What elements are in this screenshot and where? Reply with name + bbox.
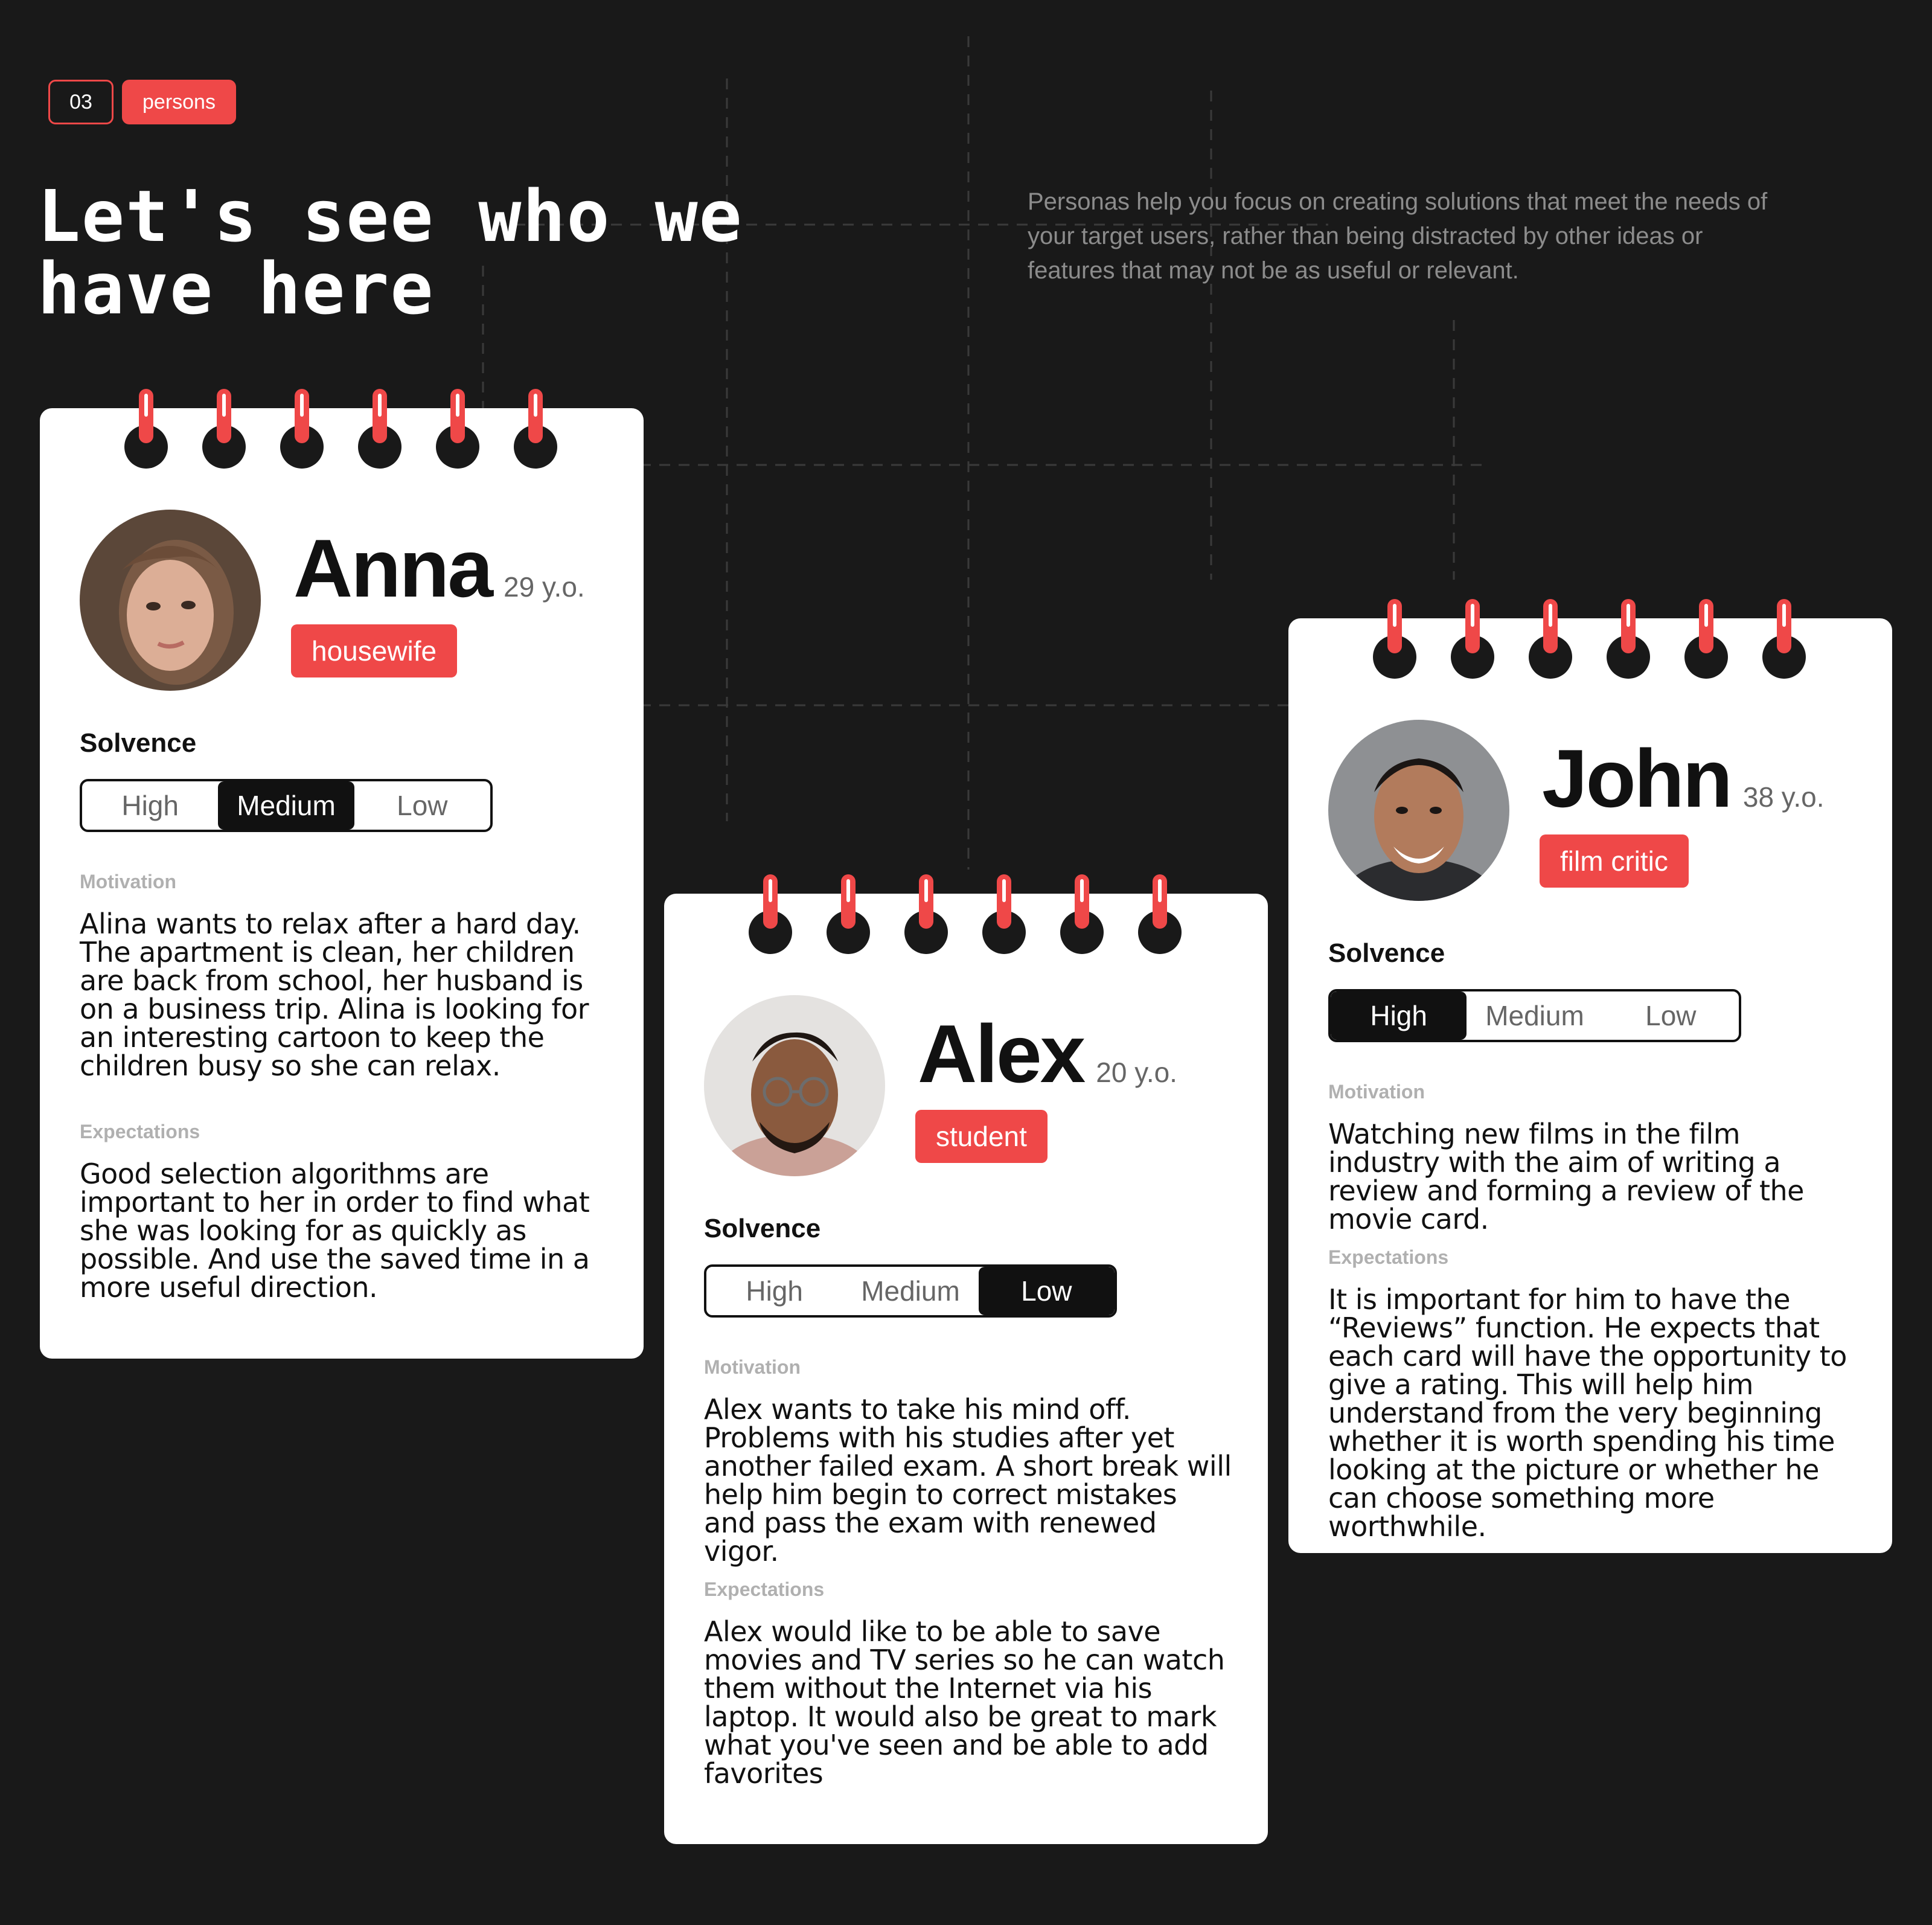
binding-ring-icon <box>1451 600 1494 679</box>
expectations-label: Expectations <box>80 1121 200 1142</box>
binding-ring-icon <box>1684 600 1728 679</box>
motivation-section <box>1328 1081 1860 1234</box>
solvence-option-low[interactable]: Low <box>1645 1000 1697 1031</box>
solvence-option-low[interactable]: Low <box>979 1267 1115 1315</box>
expectations-text: It is important for him to have the “Reviews” function. He expects that each card will have the opportunity to give a rating. This will help him understand from the very beginning whether it is worth spending his time looking at the picture or whether he can choose something more worthwhile. <box>1328 1283 1847 1543</box>
persona-name: Anna <box>293 522 491 614</box>
persona-age: 38 y.o. <box>1742 781 1825 813</box>
binding-ring-icon <box>358 390 401 469</box>
binding-ring-icon <box>1060 876 1104 954</box>
solvence-selector[interactable] <box>1328 989 1741 1042</box>
solvence-option-medium[interactable]: Medium <box>1485 1000 1584 1031</box>
binding-ring-icon <box>124 390 168 469</box>
binding-ring-icon <box>982 876 1026 954</box>
persona-name-row <box>1542 733 1825 824</box>
man-with-glasses-portrait-icon <box>704 995 885 1176</box>
avatar <box>80 510 261 691</box>
persona-name-row <box>293 523 585 613</box>
solvence-label: Solvence <box>1328 938 1445 968</box>
binding-ring-icon <box>827 876 870 954</box>
solvence-selector[interactable] <box>704 1264 1117 1318</box>
solvence-option-medium[interactable]: Medium <box>218 781 354 830</box>
expectations-section <box>80 1121 611 1302</box>
solvence-option-low[interactable]: Low <box>397 790 448 821</box>
solvence-option-medium[interactable]: Medium <box>861 1275 960 1307</box>
motivation-section <box>704 1356 1235 1566</box>
binding-ring-icon <box>904 876 948 954</box>
persona-name: Alex <box>918 1008 1084 1100</box>
woman-portrait-icon <box>80 510 261 691</box>
binding-ring-icon <box>280 390 324 469</box>
persona-card-alex <box>664 894 1268 1844</box>
page-title: Let's see who we have here <box>37 175 743 330</box>
avatar <box>1328 720 1509 901</box>
expectations-label: Expectations <box>1328 1246 1449 1268</box>
expectations-text: Alex would like to be able to save movies and TV series so he can watch them without the Internet via his laptop. It would also be great to mark what you've seen and be able to add favorites <box>704 1615 1225 1790</box>
section-tags <box>48 80 236 124</box>
binding-ring-icon <box>436 390 479 469</box>
motivation-label: Motivation <box>704 1356 801 1378</box>
solvence-option-high[interactable]: High <box>1331 991 1467 1040</box>
solvence-label: Solvence <box>80 728 197 758</box>
persona-name: John <box>1542 732 1731 824</box>
role-badge: film critic <box>1540 834 1689 888</box>
binding-ring-icon <box>1529 600 1572 679</box>
expectations-label: Expectations <box>704 1578 825 1600</box>
persona-age: 29 y.o. <box>504 571 585 603</box>
role-badge: student <box>915 1110 1048 1163</box>
binding-ring-icon <box>1762 600 1806 679</box>
solvence-option-high[interactable]: High <box>121 790 179 821</box>
persona-card-anna <box>40 408 644 1359</box>
role-badge: housewife <box>291 624 457 677</box>
solvence-selector[interactable] <box>80 779 493 832</box>
section-number-badge: 03 <box>48 80 114 124</box>
motivation-section <box>80 871 611 1080</box>
binding-ring-icon <box>202 390 246 469</box>
expectations-section <box>704 1578 1235 1788</box>
smiling-man-portrait-icon <box>1328 720 1509 901</box>
persona-card-john <box>1288 618 1892 1553</box>
motivation-label: Motivation <box>1328 1081 1425 1103</box>
motivation-text: Alex wants to take his mind off. Problems with his studies after yet another failed exam. A short break will help him begin to correct mistakes and pass the exam with renewed vigor. <box>704 1393 1232 1568</box>
expectations-section <box>1328 1246 1860 1541</box>
solvence-label: Solvence <box>704 1214 821 1243</box>
expectations-text: Good selection algorithms are important to her in order to find what she was looking for as quickly as possible. And use the saved time in a more useful direction. <box>80 1158 590 1304</box>
spiral-binding <box>124 390 559 469</box>
spiral-binding <box>749 876 1183 954</box>
solvence-option-high[interactable]: High <box>746 1275 803 1307</box>
binding-ring-icon <box>514 390 557 469</box>
persona-name-row <box>918 1008 1177 1099</box>
binding-ring-icon <box>1138 876 1182 954</box>
spiral-binding <box>1373 600 1808 679</box>
avatar <box>704 995 885 1176</box>
motivation-text: Alina wants to relax after a hard day. The apartment is clean, her children are back from school, her husband is on a business trip. Alina is looking for an interesting cartoon to keep the children busy so she can relax. <box>80 908 589 1082</box>
motivation-label: Motivation <box>80 871 176 892</box>
intro-text: Personas help you focus on creating solutions that meet the needs of your target users, rather than being distracted by other ideas or features that may not be as useful or relevant. <box>1028 188 1768 284</box>
binding-ring-icon <box>1373 600 1416 679</box>
motivation-text: Watching new films in the film industry with the aim of writing a review and forming a review of the movie card. <box>1328 1118 1804 1235</box>
binding-ring-icon <box>749 876 792 954</box>
binding-ring-icon <box>1607 600 1650 679</box>
section-label-badge: persons <box>122 80 236 124</box>
persona-age: 20 y.o. <box>1096 1057 1177 1088</box>
